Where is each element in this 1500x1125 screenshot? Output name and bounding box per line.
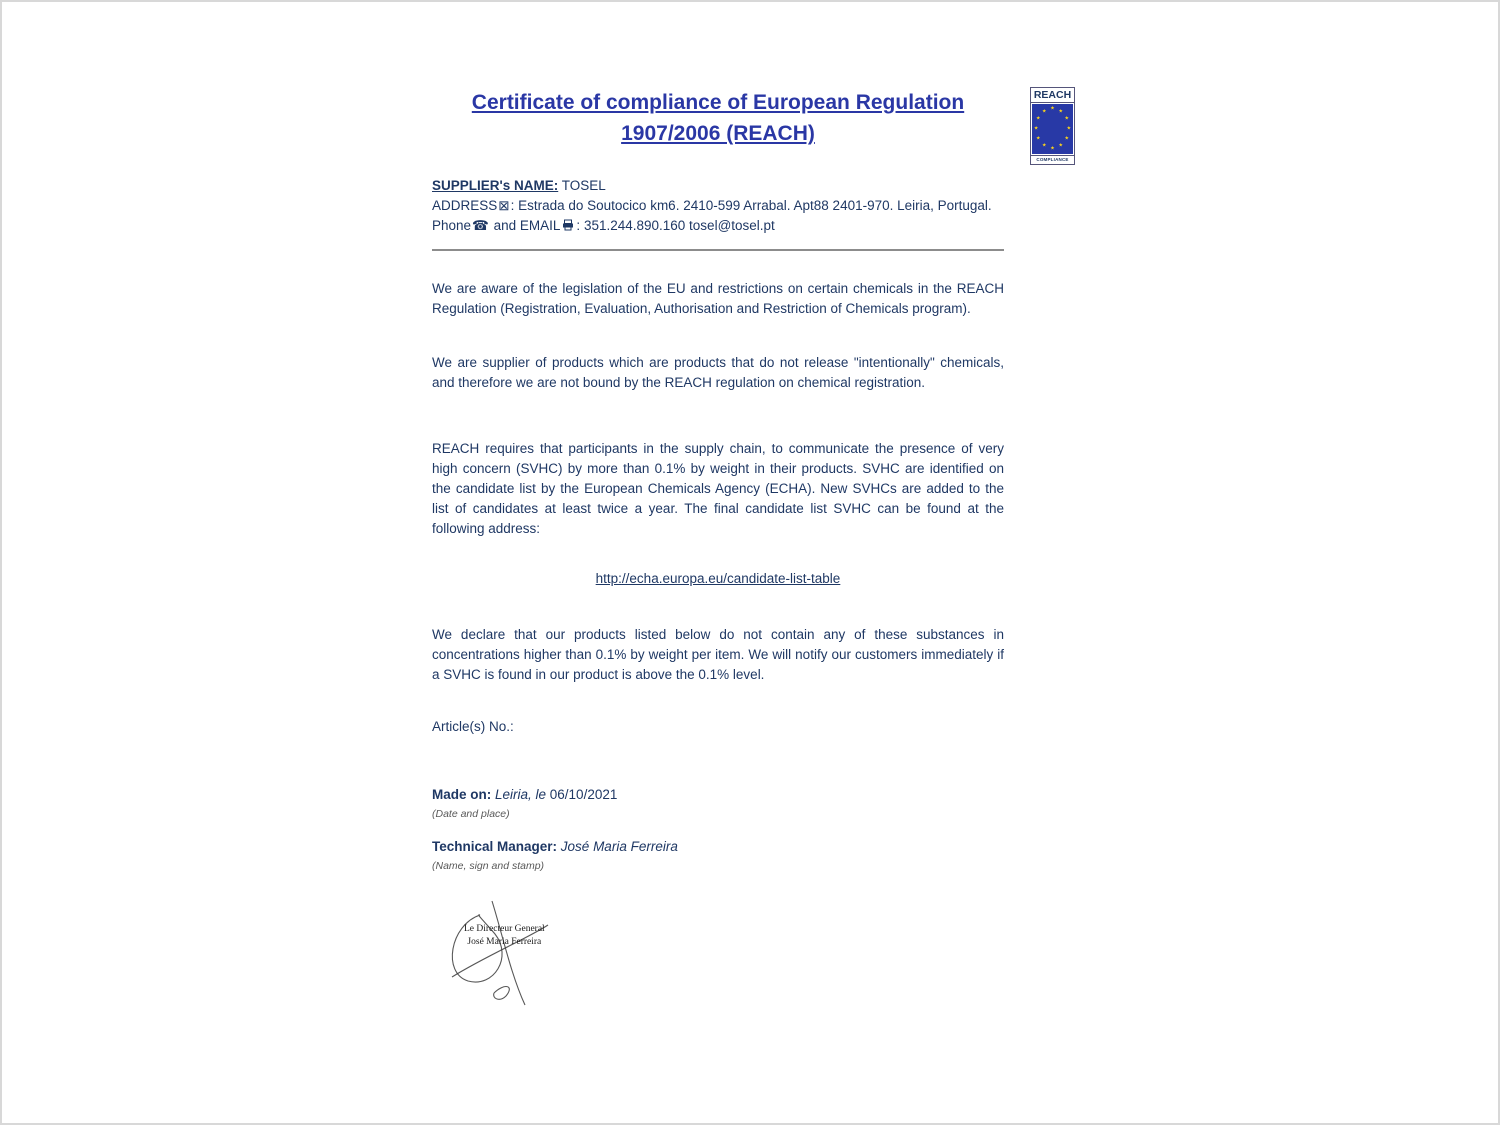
divider (432, 249, 1004, 251)
phone-label: Phone (432, 218, 472, 233)
reach-compliance-logo (1030, 87, 1075, 165)
document-title (432, 87, 1004, 149)
reach-logo-compliance-label: COMPLIANCE (1031, 155, 1074, 164)
address-colon: : (510, 198, 515, 213)
address-label: ADDRESS (432, 198, 498, 213)
document-title-line2: 1907/2006 (REACH) (621, 122, 815, 145)
phone-icon: ☎ (472, 218, 489, 233)
candidate-list-link[interactable]: http://echa.europa.eu/candidate-list-table (595, 571, 841, 586)
fax-icon (562, 219, 574, 231)
technical-manager-name: José Maria Ferreira (557, 839, 678, 854)
name-sign-stamp-hint: (Name, sign and stamp) (432, 860, 545, 872)
paragraph-supplier-statement: We are supplier of products which are products that do not release "intentionally" chemicals, and therefore we are not bound by the REACH regulation on chemical registration. (432, 355, 1004, 390)
reach-logo-title: REACH (1031, 88, 1074, 103)
envelope-icon: ⊠ (498, 198, 510, 213)
paragraph-awareness: We are aware of the legislation of the EU and restrictions on certain chemicals in the REACH Regulation (Registration, Evaluation, Authorisation and Restriction of Chemicals program). (432, 281, 1004, 316)
made-on-place: Leiria, le (491, 787, 547, 802)
candidate-list-link-line (432, 569, 1004, 589)
paragraph-declaration: We declare that our products listed below do not contain any of these substances in concentrations higher than 0.1% by weight per item. We will notify our customers immediately if a SVHC is found in our product is above the 0.1% level. (432, 627, 1004, 682)
address-value: Estrada do Soutocico km6. 2410-599 Arrabal. Apt88 2401-970. Leiria, Portugal. (518, 198, 992, 213)
signature-stamp-line2: José Maria Ferreira (467, 937, 542, 947)
made-on-date: 06/10/2021 (546, 787, 618, 802)
signature-scribble-icon (434, 897, 619, 1009)
date-place-hint: (Date and place) (432, 808, 510, 820)
signature-stamp-line1: Le Directeur General (464, 924, 545, 934)
article-number-label: Article(s) No.: (432, 719, 514, 734)
eu-stars: ★ ★ ★ ★ ★ ★ ★ ★ ★ ★ ★ ★ (1033, 105, 1072, 152)
contact-value: 351.244.890.160 tosel@tosel.pt (583, 218, 775, 233)
contact-colon: : (576, 218, 581, 233)
document-content (432, 87, 1004, 1009)
technical-manager-label: Technical Manager: (432, 839, 558, 854)
signature-stamp-text (464, 923, 545, 949)
paragraph-reach-requirements: REACH requires that participants in the supply chain, to communicate the presence of very high concern (SVHC) by more than 0.1% by weight in their products. SVHC are identified on the candidate list by the European Chemicals Agency (ECHA). New SVHCs are added to the list of candidates at least twice a year. The final candidate list SVHC can be found at the following address: (432, 441, 1004, 536)
made-on-line (432, 785, 1004, 805)
supplier-address-line (432, 196, 1004, 216)
document-title-line1: Certificate of compliance of European Regulation (471, 91, 965, 114)
supplier-name-line (432, 176, 1004, 196)
and-email-label: and EMAIL (489, 218, 561, 233)
signature-block (434, 897, 619, 1009)
technical-manager-line (432, 837, 1004, 857)
made-on-label: Made on: (432, 787, 492, 802)
supplier-name-value: TOSEL (561, 178, 606, 193)
eu-flag-icon (1032, 104, 1073, 154)
supplier-name-label: SUPPLIER's NAME: (432, 178, 559, 193)
supplier-contact-line (432, 216, 1004, 236)
